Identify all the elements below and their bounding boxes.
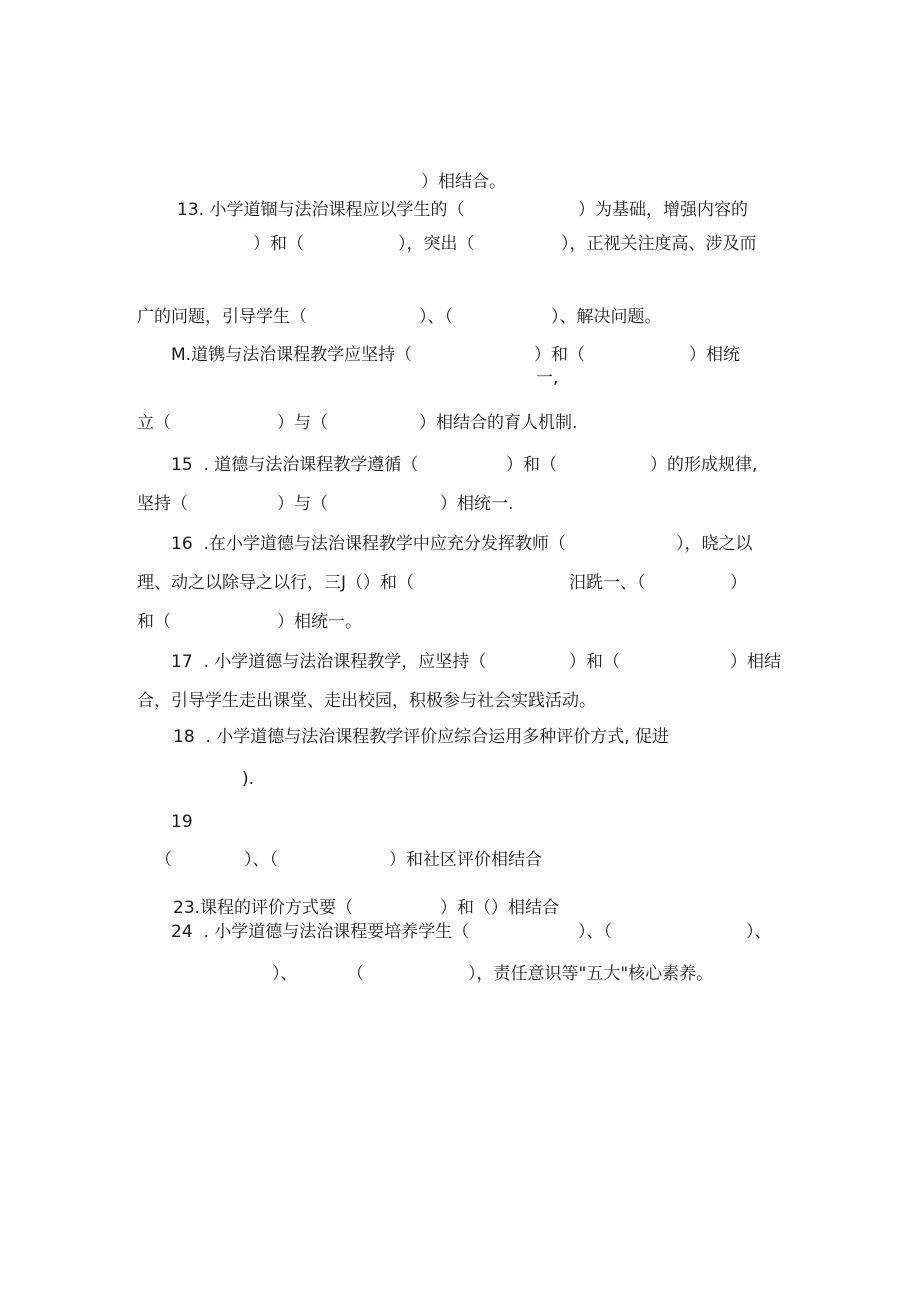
text-segment: 24 . 小学道德与法治课程要培养学生（ — [171, 922, 470, 942]
text-segment: ）、 — [272, 964, 298, 984]
text-segment: 16 .在小学道德与法治课程教学中应充分发挥教师（ — [171, 534, 566, 554]
text-segment: 坚持（ — [137, 494, 188, 514]
text-segment: ）的形成规律, — [650, 455, 758, 475]
text-segment: ），正视关注度高、涉及而 — [561, 234, 757, 254]
text-segment: ）相结合的育人机制. — [419, 413, 578, 433]
text-segment: ）、（ — [578, 922, 612, 942]
text-segment: ）、解决问题。 — [551, 307, 662, 327]
text-segment: ）、（ — [419, 307, 453, 327]
text-segment: ）和（ — [569, 652, 620, 672]
text-segment: ）和（ — [253, 234, 304, 254]
text-segment: 18 . 小学道德与法治课程教学评价应综合运用多种评价方式, 促进 — [173, 727, 670, 747]
text-segment: （ — [347, 964, 364, 984]
text-segment: ）相结 — [730, 652, 781, 672]
text-segment: 15 . 道德与法治课程教学遵循（ — [171, 455, 419, 475]
text-segment: （ — [155, 850, 172, 870]
text-segment: M.道镌与法治课程教学应坚持（ — [171, 345, 413, 365]
text-segment: ）、（ — [244, 850, 278, 870]
text-segment: 理、动之以除导之以行，三J（）和（ — [137, 573, 415, 593]
text-segment: ）和（ — [534, 345, 585, 365]
text-segment: 一, — [536, 368, 559, 388]
text-segment: 13. 小学道锢与法治课程应以学生的（ — [177, 200, 465, 220]
text-segment: 汨跣一、（ — [569, 573, 646, 593]
text-segment: ）相统 — [689, 345, 740, 365]
text-segment: ）、 — [746, 922, 772, 942]
text-segment: 合，引导学生走出课堂、走出校园，积极参与社会实践活动。 — [137, 691, 596, 711]
text-segment: ）为基础，增强内容的 — [578, 200, 748, 220]
text-segment: ）与（ — [277, 413, 328, 433]
text-segment: 广的问题，引导学生（ — [137, 307, 307, 327]
text-segment: ），晓之以 — [676, 534, 753, 554]
text-segment: ） — [730, 573, 747, 593]
text-segment: 17 . 小学道德与法治课程教学，应坚持（ — [171, 652, 487, 672]
text-segment: ），责任意识等"五大"核心素养。 — [468, 964, 714, 984]
text-segment: ）相统一。 — [277, 612, 362, 632]
text-segment: ）和社区评价相结合 — [389, 850, 542, 870]
text-segment: ）相统一. — [440, 494, 514, 514]
text-segment: ）与（ — [277, 494, 328, 514]
text-segment: ）和（）相结合 — [440, 898, 559, 918]
text-segment: 立（ — [137, 413, 171, 433]
text-segment: 23.课程的评价方式要（ — [173, 898, 354, 918]
text-segment: 和（ — [137, 612, 171, 632]
text-segment: ）和（ — [506, 455, 557, 475]
text-segment: ). — [242, 769, 255, 789]
text-segment: ）相结合。 — [421, 172, 506, 192]
text-segment: 19 — [171, 812, 193, 832]
text-segment: ），突出（ — [398, 234, 475, 254]
